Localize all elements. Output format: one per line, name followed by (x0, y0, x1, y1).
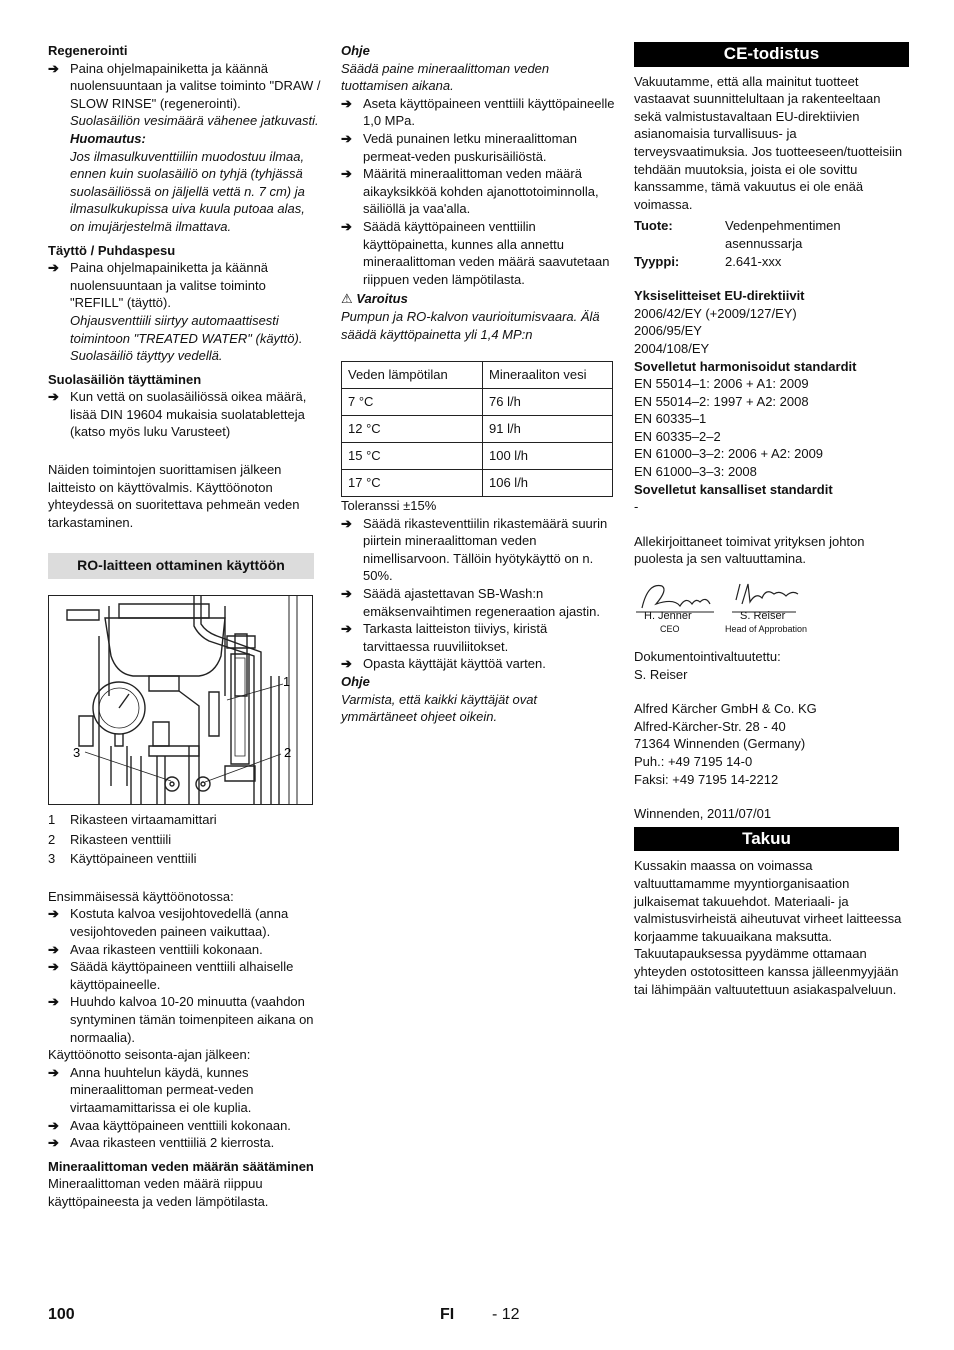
step-item: ➔ Määritä mineraalittoman veden määrä aikayksikköä kohden ajanottotoiminnolla, säiliöllä ja vaa'alla. (341, 166, 599, 217)
signer-1-role: CEO (660, 624, 680, 635)
address-line: Faksi: +49 7195 14-2212 (634, 771, 779, 787)
step-item: ➔ Kun vettä on suolasäiliössä oikea määrä, lisää DIN 19604 mukaisia suolatabletteja (katso myös luku Varusteet) (48, 389, 307, 440)
arrow-right-icon: ➔ (48, 1064, 59, 1080)
warranty-section-heading: Takuu (634, 827, 899, 852)
legend-item: 1 Rikasteen virtaamamittari (48, 812, 217, 828)
arrow-right-icon: ➔ (341, 621, 352, 637)
amount-text: Mineraalittoman veden määrä riippuu käyttöpaineesta ja veden lämpötilasta. (48, 1176, 269, 1209)
callout-3: 3 (73, 745, 81, 761)
arrow-right-icon: ➔ (341, 95, 352, 111)
directive-item: 2006/42/EY (+2009/127/EY) (634, 305, 797, 321)
step-item: ➔ Tarkasta laitteiston tiiviys, kiristä tarvittaessa ruuviliitokset. (341, 621, 548, 654)
first-use-intro: Ensimmäisessä käyttöönotossa: (48, 888, 234, 904)
arrow-right-icon: ➔ (48, 60, 59, 76)
step-item: ➔ Vedä punainen letku mineraalittoman permeat-veden puskurisäiliöstä. (341, 130, 577, 164)
product-row: Tuote: Vedenpehmentimen asennussarja (634, 218, 841, 251)
ohje-text: Varmista, että kaikki käyttäjät ovat ymmärtäneet ohjeet oikein. (341, 691, 538, 725)
step-item: ➔ Huuhdo kalvoa 10-20 minuutta (vaahdon syntyminen tämän toimenpiteen aikana on normaalia). (48, 994, 314, 1045)
doc-name: S. Reiser (634, 666, 688, 682)
place-date: Winnenden, 2011/07/01 (634, 806, 772, 822)
arrow-right-icon: ➔ (48, 260, 59, 276)
address-line: 71364 Winnenden (Germany) (634, 736, 806, 752)
signer-2-name: S. Reiser (740, 610, 786, 623)
standard-item: EN 60335–1 (634, 411, 707, 427)
warranty-text: Kussakin maassa on voimassa valtuuttamamme myyntiorganisaation julkaisemat takuuehdot. Materiaali- ja valmistusvirheistä aiheutuvat virheet laitteessa korjaamme takuuaikana maksutta. Takuutapauksessa pyydämme ottamaan yhteyden ostotositteen kanssa jälleenmyyjään tai lähimpään valtuutettuun asiakaspalveluun. (634, 858, 902, 997)
harmonised-title: Sovelletut harmonisoidut standardit (634, 358, 857, 374)
standard-item: EN 60335–2–2 (634, 428, 721, 444)
column-middle (341, 42, 616, 726)
arrow-right-icon: ➔ (341, 586, 352, 602)
table-row: 17 °C 106 l/h (342, 470, 613, 497)
address-line: Puh.: +49 7195 14-0 (634, 754, 753, 769)
ce-text: Vakuutamme, että alla mainitut tuotteet vastaavat suunnittelultaan ja rakenteeltaan sekä valmistustavaltaan EU-direktiivien asianomaisia turvallisuus- ja terveysvaatimuksia. Jos tuotteeseen/tuotteisiin tehdään muutoksia, joista ei ole sovittu kanssamme, tämä vakuutus ei ole enää voimassa. (634, 73, 903, 212)
national-title: Sovelletut kansalliset standardit (634, 481, 833, 497)
standstill-intro: Käyttöönotto seisonta-ajan jälkeen: (48, 1047, 251, 1063)
address-line: Alfred Kärcher GmbH & Co. KG (634, 701, 817, 717)
callout-1: 1 (283, 674, 291, 690)
result-text: Ohjausventtiili siirtyy automaattisesti toimintoon "TREATED WATER" (käyttö). Suolasäiliö täyttyy vedellä. (70, 312, 303, 364)
signers-text: Allekirjoittaneet toimivat yrityksen johton puolesta ja sen valtuuttamina. (634, 533, 865, 567)
step-item: ➔ Säädä ajastettavan SB-Wash:n emäksenvaihtimen regeneraation ajastin. (341, 586, 601, 619)
ohje-title: Ohje (341, 674, 370, 690)
step-item: ➔ Opasta käyttäjät käyttöä varten. (341, 656, 546, 672)
ce-section-heading: CE-todistus (634, 42, 909, 67)
arrow-right-icon: ➔ (341, 656, 352, 672)
standard-item: EN 55014–1: 2006 + A1: 2009 (634, 376, 809, 392)
tolerance-text: Toleranssi ±15% (341, 498, 437, 514)
language-code: FI (440, 1306, 455, 1323)
ro-unit-drawing (49, 596, 312, 804)
after-text: Näiden toimintojen suorittamisen jälkeen laitteisto on käyttövalmis. Käyttöönoton yhteydessä on suoritettava pehmeän veden tarkastaminen. (48, 462, 300, 530)
table-row: 7 °C 76 l/h (342, 389, 613, 416)
standard-item: EN 55014–2: 1997 + A2: 2008 (634, 393, 809, 409)
salt-heading: Suolasäiliön täyttäminen (48, 371, 202, 387)
ro-section-heading: RO-laitteen ottaminen käyttöön (48, 553, 314, 579)
column-left (48, 42, 322, 1211)
regen-heading: Regenerointi (48, 43, 128, 58)
arrow-right-icon: ➔ (48, 959, 59, 975)
table-row: 12 °C 91 l/h (342, 416, 613, 443)
signer-2-role: Head of Approbation (725, 624, 808, 635)
refill-heading: Täyttö / Puhdaspesu (48, 242, 176, 258)
water-output-table (341, 361, 613, 497)
doc-label: Dokumentointivaltuutettu: (634, 649, 781, 665)
page-number: 100 (48, 1306, 75, 1323)
step-item: ➔ Anna huuhtelun käydä, kunnes mineraalittoman permeat-veden virtaamamittarissa ei ole kuplia. (48, 1064, 254, 1115)
result-text: Suolasäiliön vesimäärä vähenee jatkuvasti. (70, 113, 319, 129)
note-text: Jos ilmasulkuventtiiliin muodostuu ilmaa, ennen kuin suolasäiliö on tyhjä (tyhjässä suolasäiliössä on jäljellä vettä n. 7 cm) ja ilmasulkukupissa uiva kuula putoaa alas, on imujärjestelmä ilmattava. (70, 148, 305, 234)
arrow-right-icon: ➔ (48, 994, 59, 1010)
figure-legend (48, 811, 322, 868)
table-header-cell: Veden lämpötilan (342, 362, 483, 389)
warning-heading: ⚠ Varoitus (341, 291, 408, 307)
arrow-right-icon: ➔ (48, 906, 59, 922)
step-item: ➔ Aseta käyttöpaineen venttiili käyttöpaineelle 1,0 MPa. (341, 95, 615, 129)
ro-unit-figure (48, 595, 313, 805)
directive-item: 2006/95/EY (634, 323, 702, 339)
arrow-right-icon: ➔ (341, 218, 352, 234)
note-title: Huomautus: (70, 130, 146, 146)
arrow-right-icon: ➔ (341, 515, 352, 531)
standard-item: EN 61000–3–3: 2008 (634, 464, 757, 480)
signer-1-name: H. Jenner (644, 610, 692, 623)
warning-triangle-icon: ⚠ (341, 291, 353, 307)
directives-title: Yksiselitteiset EU-direktiivit (634, 288, 805, 304)
table-header-cell: Mineraaliton vesi (483, 362, 613, 389)
directive-item: 2004/108/EY (634, 340, 710, 356)
national-value: - (634, 499, 639, 515)
callout-2: 2 (284, 745, 292, 761)
arrow-right-icon: ➔ (48, 389, 59, 405)
step-item: ➔ Säädä käyttöpaineen venttiili alhaiselle käyttöpaineelle. (48, 959, 294, 992)
ohje-text: Säädä paine mineraalittoman veden tuottamisen aikana. (341, 60, 550, 94)
ohje-title: Ohje (341, 43, 370, 58)
step-item: ➔ Säädä rikasteventtiilin rikastemäärä suurin piirtein mineraalittoman veden nimellisarvoon. Tällöin hyötykäyttö on n. 50%. (341, 515, 608, 584)
signatures (634, 578, 909, 636)
arrow-right-icon: ➔ (341, 166, 352, 182)
sub-page-number: - 12 (492, 1306, 520, 1323)
arrow-right-icon: ➔ (341, 130, 352, 146)
step-item: ➔ Säädä käyttöpaineen venttiilin käyttöpainetta, kunnes alla annettu mineraalittoman veden määrä saavutetaan riippuen veden lämpötilasta. (341, 218, 610, 287)
amount-heading: Mineraalittoman veden määrän säätäminen (48, 1158, 314, 1174)
arrow-right-icon: ➔ (48, 941, 59, 957)
step-item: ➔ Kostuta kalvoa vesijohtovedellä (anna vesijohtoveden paineen vaikuttaa). (48, 906, 289, 939)
step-item: ➔ Paina ohjelmapainiketta ja käännä nuolensuuntaan ja valitse toiminto "REFILL" (täyttö). (48, 260, 269, 311)
type-row: Tyyppi: 2.641-xxx (634, 253, 782, 269)
standard-item: EN 61000–3–2: 2006 + A2: 2009 (634, 446, 824, 462)
legend-item: 2 Rikasteen venttiili (48, 831, 172, 847)
legend-item: 3 Käyttöpaineen venttiili (48, 851, 197, 867)
arrow-right-icon: ➔ (48, 1135, 59, 1151)
table-header-row (342, 362, 613, 389)
column-right (634, 42, 909, 998)
step-item: ➔ Paina ohjelmapainiketta ja käännä nuolensuuntaan ja valitse toiminto "DRAW / SLOW RINSE" (regenerointi). (48, 60, 321, 111)
step-item: ➔ Avaa rikasteen venttiiliä 2 kierrosta. (48, 1135, 275, 1151)
warning-text: Pumpun ja RO-kalvon vaurioitumisvaara. Älä säädä käyttöpainetta yli 1,4 MP:n (341, 308, 600, 342)
address-line: Alfred-Kärcher-Str. 28 - 40 (634, 718, 786, 734)
step-item: ➔ Avaa rikasteen venttiili kokonaan. (48, 941, 263, 957)
table-row: 15 °C 100 l/h (342, 443, 613, 470)
arrow-right-icon: ➔ (48, 1117, 59, 1133)
step-item: ➔ Avaa käyttöpaineen venttiili kokonaan. (48, 1117, 291, 1133)
